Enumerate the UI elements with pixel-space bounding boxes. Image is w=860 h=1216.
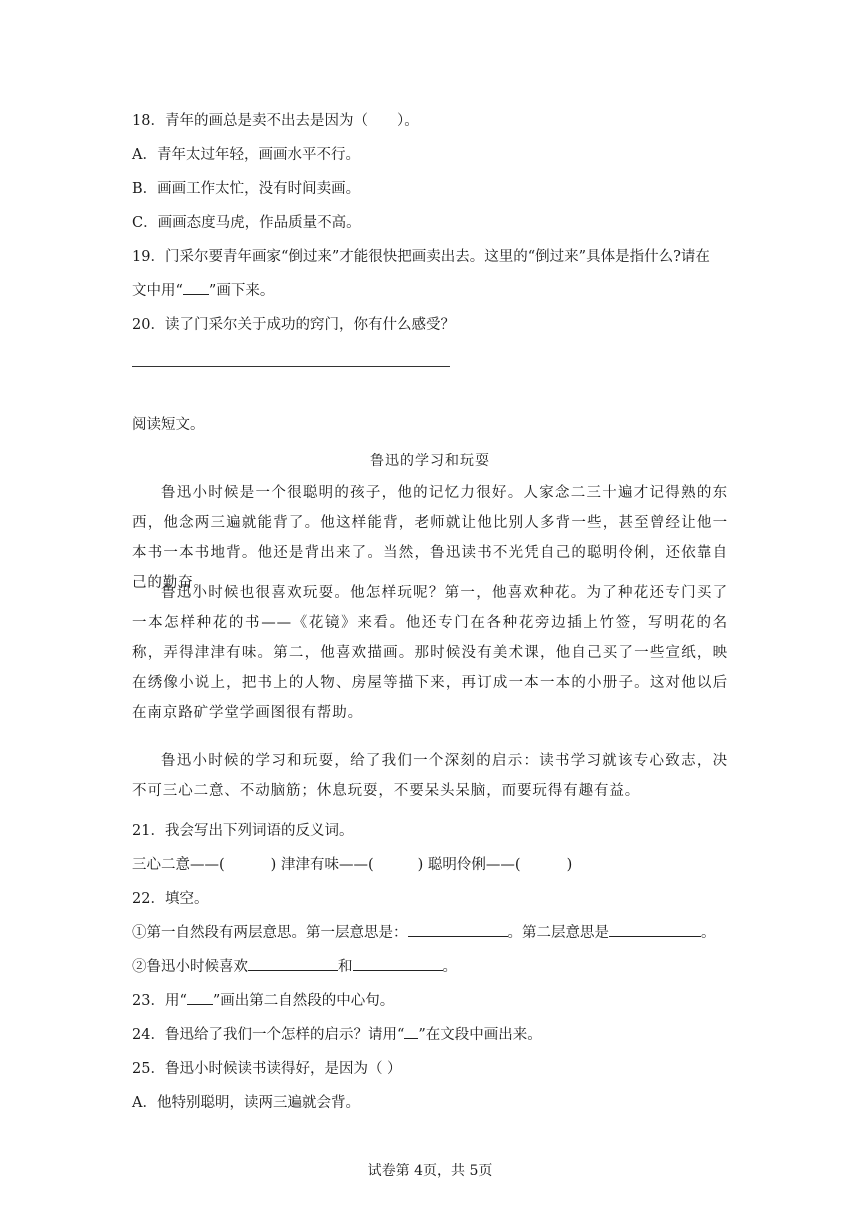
q21-item-3-word: 聪明伶俐——( <box>427 857 521 873</box>
q19-line2-pre: 文中用“ <box>132 283 183 299</box>
q21-item-1-close: ) <box>270 857 277 873</box>
q22-line2-c: 。 <box>442 959 457 975</box>
page-footer: 试卷第 4页，共 5页 <box>367 1163 493 1179</box>
q21-items <box>132 855 572 875</box>
q21-item-1-word: 三心二意——( <box>132 857 225 873</box>
underline-mark <box>187 992 213 1005</box>
reading-instruction: 阅读短文。 <box>132 417 205 433</box>
q18-option-b: B．画画工作太忙，没有时间卖画。 <box>132 181 361 197</box>
q25-option-a: A．他特别聪明，读两三遍就会背。 <box>132 1095 360 1111</box>
underline-mark <box>183 282 209 295</box>
q21-item-2-close: ) <box>417 857 424 873</box>
q21-item-3-close: ) <box>566 857 573 873</box>
passage-paragraph-1: 鲁迅小时候是一个很聪明的孩子，他的记忆力很好。人家念二三十遍才记得熟的东西，他念两三遍就能背了。他这样能背，老师就让他比别人多背一些，甚至曾经让他一本书一本书地背。他还是背出来了。当然，鲁迅读书不光凭自己的聪明伶俐，还依靠自己的勤奋。 <box>132 485 728 591</box>
passage-paragraph-2: 鲁迅小时候也很喜欢玩耍。他怎样玩呢？第一，他喜欢种花。为了种花还专门买了一本怎样种花的书——《花镜》来看。他还专门在各种花旁边插上竹签，写明花的名称，弄得津津有味。第二，他喜欢描画。那时候没有美术课，他自己买了一些宣纸，映在绣像小说上，把书上的人物、房屋等描下来，再订成一本一本的小册子。这对他以后在南京路矿学堂学画图很有帮助。 <box>132 585 728 721</box>
q22-line1-b: 。第二层意思是 <box>507 925 609 941</box>
q22-stem: 22．填空。 <box>132 891 209 907</box>
q19-line2-post: ”画下来。 <box>208 283 275 299</box>
q22-line1-a: ①第一自然段有两层意思。第一层意思是： <box>132 925 408 941</box>
q22-blank-1[interactable] <box>408 924 508 937</box>
q22-line2-b: 和 <box>338 959 353 975</box>
q22-blank-4[interactable] <box>353 958 443 971</box>
q19-line2 <box>132 281 274 301</box>
q19-line1: 19．门采尔要青年画家“倒过来”才能很快把画卖出去。这里的“倒过来”具体是指什么?请在 <box>132 249 710 265</box>
q22-blank-3[interactable] <box>248 958 338 971</box>
q22-line2-a: ②鲁迅小时候喜欢 <box>132 959 248 975</box>
underline-mark <box>404 1026 418 1039</box>
q18-stem: 18．青年的画总是卖不出去是因为（ ）。 <box>132 113 419 129</box>
q22-blank-2[interactable] <box>609 924 701 937</box>
passage-title: 鲁迅的学习和玩耍 <box>370 453 490 469</box>
q18-option-c: C．画画态度马虎，作品质量不高。 <box>132 215 361 231</box>
q23-pre: 23．用“ <box>132 993 187 1009</box>
q24-stem <box>132 1025 542 1045</box>
passage-paragraph-3: 鲁迅小时候的学习和玩耍，给了我们一个深刻的启示：读书学习就该专心致志，决不可三心二意、不动脑筋；休息玩耍，不要呆头呆脑，而要玩得有趣有益。 <box>132 753 728 799</box>
q25-stem: 25．鲁迅小时候读书读得好，是因为（ ） <box>132 1061 402 1077</box>
q21-item-2-word: 津津有味——( <box>280 857 374 873</box>
q24-post: ”在文段中画出来。 <box>418 1027 542 1043</box>
q24-pre: 24．鲁迅给了我们一个怎样的启示？请用“ <box>132 1027 405 1043</box>
q20-answer-line[interactable] <box>132 366 450 367</box>
q22-line1 <box>132 923 716 943</box>
q22-line2 <box>132 957 457 977</box>
q23-stem <box>132 991 394 1011</box>
q20-stem: 20．读了门采尔关于成功的窍门，你有什么感受？ <box>132 317 455 333</box>
q22-line1-c: 。 <box>701 925 716 941</box>
q18-option-a: A．青年太过年轻，画画水平不行。 <box>132 147 360 163</box>
q21-stem: 21．我会写出下列词语的反义词。 <box>132 823 354 839</box>
q23-post: ”画出第二自然段的中心句。 <box>212 993 395 1009</box>
